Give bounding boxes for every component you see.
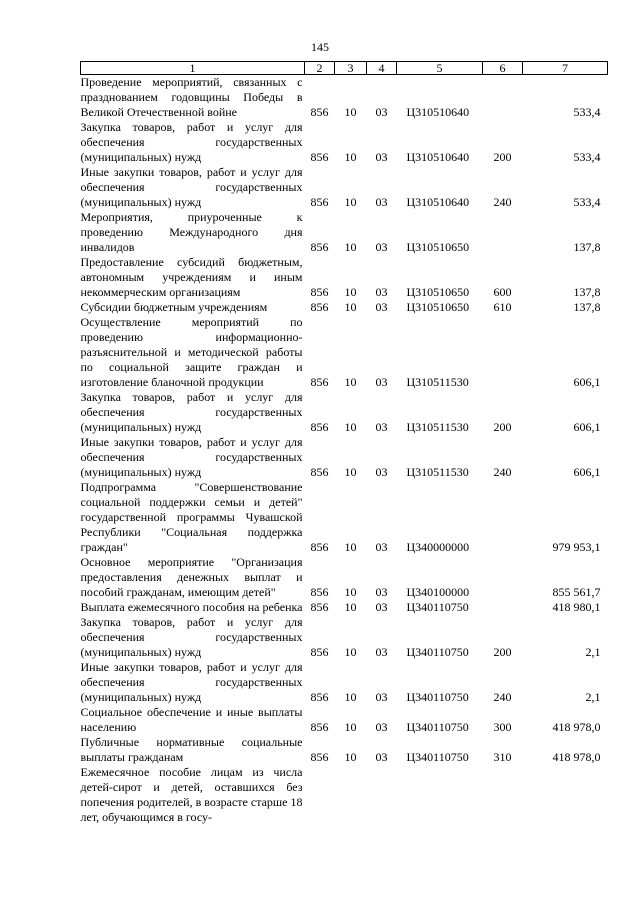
row-amount: 606,1 <box>573 465 601 479</box>
row-name: Закупка товаров, работ и услуг для обеспечения государственных (муниципальных) нужд <box>80 390 303 434</box>
table-row <box>81 300 608 315</box>
column-header: 5 <box>397 62 483 75</box>
row-amount: 418 980,1 <box>552 600 601 614</box>
row-name: Субсидии бюджетным учреждениям <box>80 300 268 314</box>
row-expense-type-code: 240 <box>493 465 512 479</box>
row-grbs-code: 856 <box>310 540 329 554</box>
row-section-code: 10 <box>344 540 357 554</box>
row-name: Закупка товаров, работ и услуг для обеспечения государственных (муниципальных) нужд <box>80 120 303 164</box>
row-subsection-code: 03 <box>375 585 388 599</box>
row-target-article-code: Ц310511530 <box>406 420 469 434</box>
row-expense-type-code: 240 <box>493 690 512 704</box>
row-amount: 979 953,1 <box>552 540 601 554</box>
row-expense-type-code <box>483 765 523 825</box>
row-expense-type-code: 610 <box>493 300 512 314</box>
row-target-article-code: Ц310510650 <box>406 285 470 299</box>
row-name: Подпрограмма "Совершенствование социальной поддержки семьи и детей" государственной программы Чувашской Республики "Социальная поддержка граждан" <box>80 480 303 554</box>
row-name: Иные закупки товаров, работ и услуг для обеспечения государственных (муниципальных) нужд <box>80 435 303 479</box>
row-target-article-code: Ц310511530 <box>406 375 469 389</box>
row-subsection-code: 03 <box>375 300 388 314</box>
row-target-article-code: Ц310510640 <box>406 150 470 164</box>
table-row <box>81 435 608 480</box>
row-section-code: 10 <box>344 105 357 119</box>
row-subsection-code: 03 <box>375 540 388 554</box>
row-amount: 533,4 <box>573 105 601 119</box>
row-subsection-code: 03 <box>375 465 388 479</box>
row-name: Проведение мероприятий, связанных с празднованием годовщины Победы в Великой Отечественной войне <box>80 75 303 119</box>
row-name: Ежемесячное пособие лицам из числа детей-сирот и детей, оставшихся без попечения родителей, в возрасте старше 18 лет, обучающимся в госу- <box>80 765 303 824</box>
row-section-code: 10 <box>344 420 357 434</box>
table-row <box>81 660 608 705</box>
row-section-code: 10 <box>344 300 357 314</box>
row-subsection-code: 03 <box>375 750 388 764</box>
row-grbs-code <box>305 765 335 825</box>
row-amount: 2,1 <box>585 645 601 659</box>
table-row <box>81 555 608 600</box>
row-grbs-code: 856 <box>310 585 329 599</box>
row-name: Иные закупки товаров, работ и услуг для обеспечения государственных (муниципальных) нужд <box>80 165 303 209</box>
page-number: 145 <box>311 40 329 54</box>
row-name: Предоставление субсидий бюджетным, автономным учреждениям и иным некоммерческим организациям <box>80 255 303 299</box>
row-name: Осуществление мероприятий по проведению информационно-разъяснительной и методической работы по социальной защите граждан и изготовление бланочной продукции <box>80 315 303 389</box>
row-section-code: 10 <box>344 240 357 254</box>
row-expense-type-code <box>483 555 523 600</box>
row-section-code: 10 <box>344 750 357 764</box>
row-target-article-code: Ц340110750 <box>406 600 469 614</box>
column-header: 4 <box>367 62 397 75</box>
column-header: 7 <box>523 62 608 75</box>
row-amount: 606,1 <box>573 375 601 389</box>
row-expense-type-code: 600 <box>493 285 512 299</box>
column-header: 6 <box>483 62 523 75</box>
row-grbs-code: 856 <box>310 465 329 479</box>
row-grbs-code: 856 <box>310 285 329 299</box>
row-target-article-code: Ц340000000 <box>406 540 470 554</box>
row-amount: 418 978,0 <box>552 750 601 764</box>
row-target-article-code: Ц340110750 <box>406 750 469 764</box>
row-expense-type-code: 200 <box>493 150 512 164</box>
row-grbs-code: 856 <box>310 645 329 659</box>
row-subsection-code: 03 <box>375 195 388 209</box>
row-target-article-code: Ц340110750 <box>406 720 469 734</box>
row-grbs-code: 856 <box>310 195 329 209</box>
row-amount: 137,8 <box>573 300 601 314</box>
row-grbs-code: 856 <box>310 150 329 164</box>
row-expense-type-code <box>483 600 523 615</box>
row-name: Публичные нормативные социальные выплаты гражданам <box>80 735 303 764</box>
row-subsection-code: 03 <box>375 285 388 299</box>
table-row <box>81 165 608 210</box>
column-header: 3 <box>335 62 367 75</box>
row-grbs-code: 856 <box>310 240 329 254</box>
row-target-article-code: Ц310511530 <box>406 465 469 479</box>
row-amount <box>523 765 608 825</box>
table-row <box>81 480 608 555</box>
column-number-header-row <box>81 62 608 75</box>
row-section-code: 10 <box>344 645 357 659</box>
row-grbs-code: 856 <box>310 300 329 314</box>
row-section-code: 10 <box>344 285 357 299</box>
row-subsection-code: 03 <box>375 150 388 164</box>
row-amount: 137,8 <box>573 240 601 254</box>
row-amount: 855 561,7 <box>552 585 601 599</box>
row-expense-type-code: 240 <box>493 195 512 209</box>
column-header: 1 <box>81 62 305 75</box>
row-section-code: 10 <box>344 195 357 209</box>
row-target-article-code: Ц310510650 <box>406 300 470 314</box>
row-expense-type-code: 200 <box>493 420 512 434</box>
row-section-code: 10 <box>344 690 357 704</box>
table-row <box>81 600 608 615</box>
row-grbs-code: 856 <box>310 720 329 734</box>
row-expense-type-code <box>483 315 523 390</box>
row-grbs-code: 856 <box>310 600 329 614</box>
row-name: Иные закупки товаров, работ и услуг для обеспечения государственных (муниципальных) нужд <box>80 660 303 704</box>
row-target-article-code: Ц340110750 <box>406 645 469 659</box>
budget-table <box>80 61 608 825</box>
row-section-code <box>335 765 367 825</box>
row-subsection-code: 03 <box>375 600 388 614</box>
table-row <box>81 75 608 121</box>
row-target-article-code: Ц340100000 <box>406 585 470 599</box>
row-name: Закупка товаров, работ и услуг для обеспечения государственных (муниципальных) нужд <box>80 615 303 659</box>
row-grbs-code: 856 <box>310 420 329 434</box>
row-amount: 533,4 <box>573 150 601 164</box>
row-grbs-code: 856 <box>310 690 329 704</box>
row-section-code: 10 <box>344 585 357 599</box>
row-expense-type-code <box>483 210 523 255</box>
table-row <box>81 255 608 300</box>
row-subsection-code: 03 <box>375 720 388 734</box>
column-header: 2 <box>305 62 335 75</box>
table-row <box>81 765 608 825</box>
row-expense-type-code: 310 <box>493 750 512 764</box>
row-expense-type-code: 200 <box>493 645 512 659</box>
row-expense-type-code: 300 <box>493 720 512 734</box>
row-name: Мероприятия, приуроченные к проведению Международного дня инвалидов <box>80 210 303 254</box>
table-row <box>81 120 608 165</box>
row-target-article-code: Ц310510640 <box>406 105 470 119</box>
table-row <box>81 705 608 735</box>
row-grbs-code: 856 <box>310 105 329 119</box>
row-section-code: 10 <box>344 150 357 164</box>
row-section-code: 10 <box>344 600 357 614</box>
row-subsection-code <box>367 765 397 825</box>
row-expense-type-code <box>483 75 523 121</box>
table-row <box>81 615 608 660</box>
row-name: Основное мероприятие "Организация предоставления денежных выплат и пособий гражданам, имеющим детей" <box>80 555 303 599</box>
row-section-code: 10 <box>344 720 357 734</box>
row-grbs-code: 856 <box>310 750 329 764</box>
row-amount: 606,1 <box>573 420 601 434</box>
row-amount: 2,1 <box>585 690 601 704</box>
row-expense-type-code <box>483 480 523 555</box>
table-row <box>81 315 608 390</box>
row-target-article-code: Ц310510640 <box>406 195 470 209</box>
row-subsection-code: 03 <box>375 375 388 389</box>
table-row <box>81 390 608 435</box>
row-subsection-code: 03 <box>375 645 388 659</box>
table-row <box>81 210 608 255</box>
table-row <box>81 735 608 765</box>
row-section-code: 10 <box>344 375 357 389</box>
row-subsection-code: 03 <box>375 690 388 704</box>
row-target-article-code: Ц310510650 <box>406 240 470 254</box>
row-amount: 137,8 <box>573 285 601 299</box>
row-grbs-code: 856 <box>310 375 329 389</box>
row-amount: 418 978,0 <box>552 720 601 734</box>
row-name: Социальное обеспечение и иные выплаты населению <box>80 705 303 734</box>
row-section-code: 10 <box>344 465 357 479</box>
row-subsection-code: 03 <box>375 105 388 119</box>
row-name: Выплата ежемесячного пособия на ребенка <box>80 600 303 614</box>
row-target-article-code <box>397 765 483 825</box>
row-subsection-code: 03 <box>375 420 388 434</box>
row-target-article-code: Ц340110750 <box>406 690 469 704</box>
row-subsection-code: 03 <box>375 240 388 254</box>
row-amount: 533,4 <box>573 195 601 209</box>
